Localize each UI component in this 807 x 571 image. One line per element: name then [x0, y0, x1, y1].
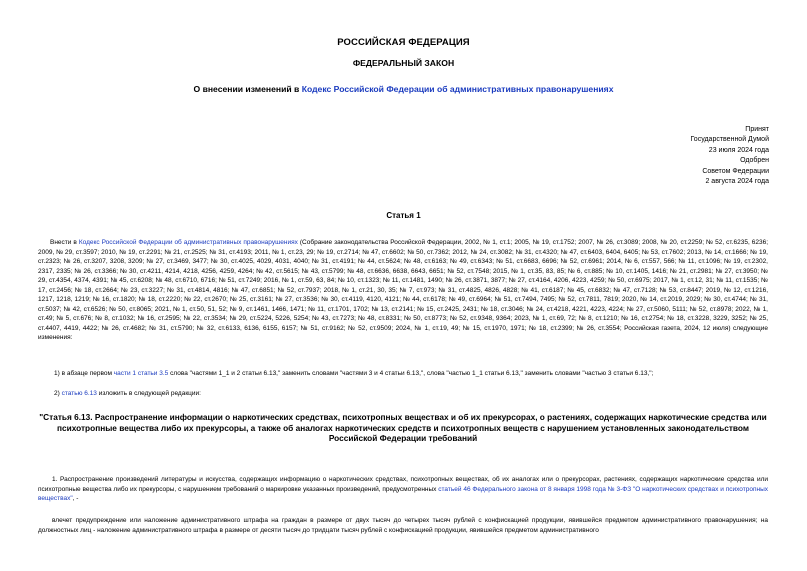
para1-end: , - [72, 495, 79, 502]
item2-text: изложить в следующей редакции: [96, 390, 201, 397]
intro-codex-link[interactable]: Кодекс Российской Федерации об административных правонарушениях [78, 239, 298, 246]
item1-prefix: 1) в абзаце первом [54, 370, 114, 377]
adoption-duma: Государственной Думой [690, 136, 769, 144]
item2-prefix: 2) [54, 390, 62, 397]
federation-heading: РОССИЙСКАЯ ФЕДЕРАЦИЯ [337, 37, 470, 48]
item2-link[interactable]: статью 6.13 [61, 390, 97, 397]
para1-text: 1. Распространение произведений литературы и искусства, содержащих информацию о наркотических средствах, психотропных веществах, об их аналогах или о прекурсорах, растениях, содержащих наркотические средства или психотропные вещества либо их прекурсоры, с нарушением требований о маркировке указанных произведений, предусмотренных [38, 476, 768, 493]
item1-link[interactable]: части 1 статьи 3.5 [113, 370, 169, 377]
intro-sources: (Собрание законодательства Российской Федерации, 2002, № 1, ст.1; 2005, № 19, ст.1752; 2007, № 26, ст.3089; 2008, № 20, ст.2259; № 52, ст.6235, 6236; 2009, № 29, ст.3597; 2010, № 19, ст.2291; № 21, ст.2525; № 31, ст.4193; 2011, № 1, ст.23, 29; № 19, ст.2714; № 47, ст.6602; № 50, ст.7362; 2012, № 24, ст.3082; № 31, ст.4320; № 47, ст.6403, 6404, 6405; № 53, ст.7602; 2013, № 14, ст.1666; № 19, ст.2323; № 26, ст.3207, 3208, 3209; № 27, ст.3469, 3477; № 30, ст.4025, 4029, 4031, 4040; № 31, ст.4191; № 44, ст.5624; № 48, ст.6163; № 49, ст.6343; № 51, ст.6683, 6696; № 52, ст.6961; 2014, № 6, ст.557, 566; № 11, ст.1096; № 19, ст.2302, 2317, 2335; № 26, ст.3366; № 30, ст.4211, 4214, 4218, 4256, 4259, 4264; № 42, ст.5615; № 43, ст.5799; № 48, ст.6636, 6638, 6643, 6651; № 52, ст.7548; 2015, № 1, ст.35, 83, 85; № 6, ст.885; № 10, ст.1405, 1416; № 21, ст.2981; № 27, ст.3950; № 29, ст.4354, 4374, 4391; № 45, ст.6208; № 48, ст.6710, 6716; № 51, ст.7249; 2016, № 1, ст.59, 63, 84; № 10, ст.1323; № 11, ст.1481, 1490; № 26, ст.3871, 3877; № 27, ст.4164, 4206, 4223, 4259; № 50, ст.6975; 2017, № 1, ст.12, 31; № 11, ст.1535; № 17, ст.2456; № 18, ст.2664; № 23, ст.3227; № 31, ст.4814, 4816; № 47, ст.6851; № 52, ст.7937; 2018, № 1, ст.21, 30, 35; № 7, ст.973; № 31, ст.4825, 4826, 4828; № 41, ст.6187; № 45, ст.6832; № 47, ст.7128; № 53, ст.8447; 2019, № 12, ст.1216, 1217, 1218, 1219; № 16, ст.1820; № 18, ст.2220; № 22, ст.2670; № 25, ст.3161; № 27, ст.3536; № 30, ст.4119, 4120, 4121; № 44, ст.6178; № 49, ст.6964; № 51, ст.7494, 7495; № 52, ст.7811, 7819; 2020, № 14, ст.2019, 2029; № 30, ст.4744; № 31, ст.5037; № 42, ст.6526; № 50, ст.8065; 2021, № 1, ст.50, 51, 52; № 9, ст.1461, 1466, 1471; № 11, ст.1701, 1702; № 13, ст.2141; № 15, ст.2425, 2431; № 18, ст.3046; № 24, ст.4218, 4221, 4223, 4224; № 27, ст.5060, 5111; № 52, ст.8978; 2022, № 1, ст.49; № 5, ст.676; № 8, ст.1032; № 16, ст.2595; № 22, ст.3534; № 29, ст.5224, 5226, 5254; № 43, ст.7273; № 48, ст.8331; № 50, ст.8773; № 52, ст.9348, 9364; 2023, № 1, ст.69, 72; № 8, ст.1210; № 16, ст.2754; № 18, ст.3228, 3229, 3252; № 25, ст.4407, 4419, 4422; № 26, ст.4682; № 31, ст.5790; № 32, ст.6133, 6136, 6155, 6157; № 51, ст.9162; № 52, ст.9509; 2024, № 1, ст.19, 49; № 15, ст.1970, 1971; № 18, ст.2399; № 26, ст.3554; Российская газета, 2024, 12 июля) следующие изменения: [38, 239, 769, 341]
new-article-paragraph-2: влечет предупреждение или наложение административного штрафа на граждан в размере от двух тысяч до четырех тысяч рублей с конфискацией продукции, явившейся предметом административного правонарушения; на должностных лиц - наложение административного штрафа в размере от десяти тысяч до тридцати тысяч рублей с конфискацией продукции, явившейся предметом административного [38, 517, 768, 534]
adoption-duma-date: 23 июля 2024 года [708, 146, 769, 154]
law-type-heading: ФЕДЕРАЛЬНЫЙ ЗАКОН [352, 58, 455, 68]
item1-text: слова "частями 1_1 и 2 статьи 6.13," заменить словами "частями 3 и 4 статьи 6.13,", слова "частью 1_1 статьи 6.13," заменить словами "частью 3 статьи 6.13,"; [168, 370, 654, 377]
article-heading: Статья 1 [386, 211, 421, 220]
adoption-block [569, 125, 769, 187]
adoption-approved: Одобрен [740, 157, 769, 165]
adoption-accepted: Принят [745, 126, 769, 133]
law-title-prefix: О внесении изменений в [193, 84, 302, 94]
adoption-council-date: 2 августа 2024 года [705, 178, 769, 186]
intro-prefix: Внести в [50, 239, 79, 246]
new-article-paragraph-1 [38, 475, 768, 504]
law-title-codex-link[interactable]: Кодекс Российской Федерации об административных правонарушениях [301, 84, 614, 94]
amendment-item-1 [54, 370, 653, 377]
law-title [0, 84, 807, 94]
article-intro-paragraph [38, 238, 768, 343]
amendment-item-2 [54, 390, 201, 397]
adoption-council: Советом Федерации [702, 167, 769, 175]
new-article-title: "Статья 6.13. Распространение информации о наркотических средствах, психотропных веществах и об их прекурсорах, о растениях, содержащих наркотические средства или психотропные вещества либо их прекурсоры, а также об аналогах наркотических средств и психотропных веществ с нарушением установленных законодательством Российской Федерации требований [39, 412, 767, 444]
para1-federal-law-link[interactable]: статьей 46 Федерального закона от 8 января 1998 года № 3-ФЗ "О наркотических средствах и психотропных веществах" [38, 485, 768, 502]
